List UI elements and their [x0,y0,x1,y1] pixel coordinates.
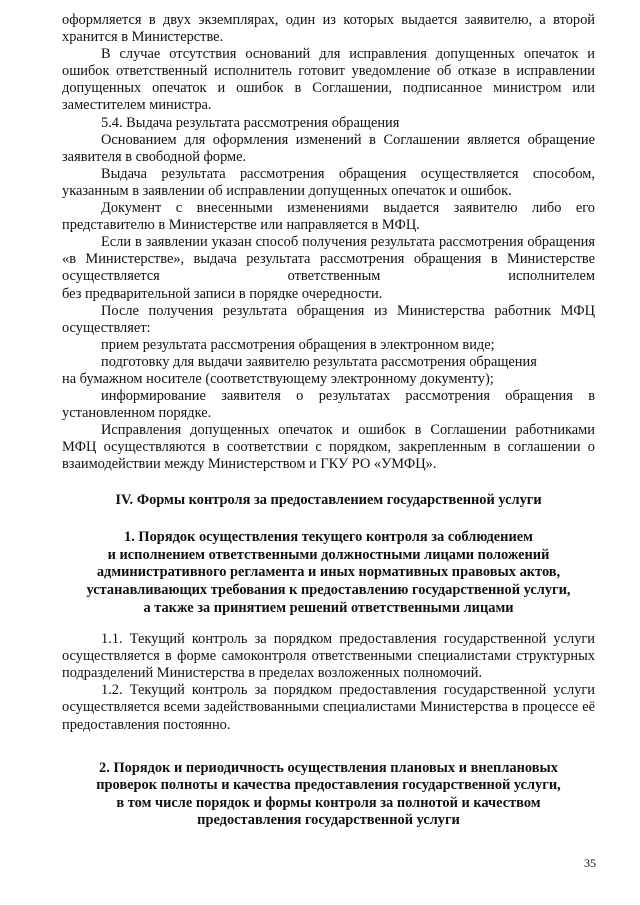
paragraph: Исправления допущенных опечаток и ошибок в Соглашении работниками МФЦ осуществляются в соответствии с порядком, закрепленным в соглашении о взаимодействии между Министерством и ГКУ РО «УМФЦ». [62,422,595,473]
list-item: информирование заявителя о результатах рассмотрения обращения в установленном порядке. [62,388,595,422]
paragraph: Если в заявлении указан способ получения результата рассмотрения обращения «в Министерстве», выдача результата рассмотрения обращения в Министерстве осуществляется ответственным исполнителем [62,234,595,285]
subsection-heading-1 [62,529,595,617]
list-item: прием результата рассмотрения обращения в электронном виде; [101,336,495,353]
paragraph: В случае отсутствия оснований для исправления допущенных опечаток и ошибок ответственный исполнитель готовит уведомление об отказе в исправлении допущенных опечаток и ошибок в Соглашении, подписанное министром или заместителем министра. [62,46,595,114]
paragraph: Документ с внесенными изменениями выдается заявителю либо его представителю в Министерстве или направляется в МФЦ. [62,200,595,234]
heading-line: устанавливающих требования к предоставлению государственной услуги, [86,581,571,598]
list-item: подготовку для выдачи заявителю результата рассмотрения обращения [101,353,537,370]
page-number: 35 [584,856,596,870]
paragraph: Выдача результата рассмотрения обращения осуществляется способом, указанным в заявлении об исправлении допущенных опечаток и ошибок. [62,165,595,199]
heading-line: предоставления государственной услуги [197,812,460,829]
paragraph-continuation: без предварительной записи в порядке очередности. [62,285,383,302]
heading-line: административного регламента и иных нормативных правовых актов, [96,564,561,581]
paragraph: После получения результата обращения из Министерства работник МФЦ осуществляет: [62,302,595,336]
heading-line: 2. Порядок и периодичность осуществления плановых и внеплановых [99,759,558,776]
heading-line: проверок полноты и качества предоставления государственной услуги, [96,777,561,794]
heading-line: в том числе порядок и формы контроля за полнотой и качеством [116,794,541,811]
heading-line: и исполнением ответственными должностными лицами положений [107,546,550,563]
list-item-continuation: на бумажном носителе (соответствующему электронному документу); [62,370,494,387]
heading-line: 1. Порядок осуществления текущего контроля за соблюдением [124,529,533,546]
page-content [62,12,595,844]
paragraph: 1.1. Текущий контроль за порядком предоставления государственной услуги осуществляется в форме самоконтроля ответственными специалистами структурных подразделений Министерства в пределах возложенных полномочий. [62,631,595,682]
paragraph: оформляется в двух экземплярах, один из которых выдается заявителю, а второй хранится в Министерстве. [62,12,595,46]
subsection-heading-2 [62,760,595,830]
section-heading: IV. Формы контроля за предоставлением государственной услуги [115,491,542,508]
subsection-title: 5.4. Выдача результата рассмотрения обращения [101,114,400,131]
heading-line: а также за принятием решений ответственными лицами [143,599,514,616]
paragraph: 1.2. Текущий контроль за порядком предоставления государственной услуги осуществляется всеми задействованными специалистами Министерства в процессе её предоставления постоянно. [62,682,595,733]
paragraph: Основанием для оформления изменений в Соглашении является обращение заявителя в свободной форме. [62,131,595,165]
